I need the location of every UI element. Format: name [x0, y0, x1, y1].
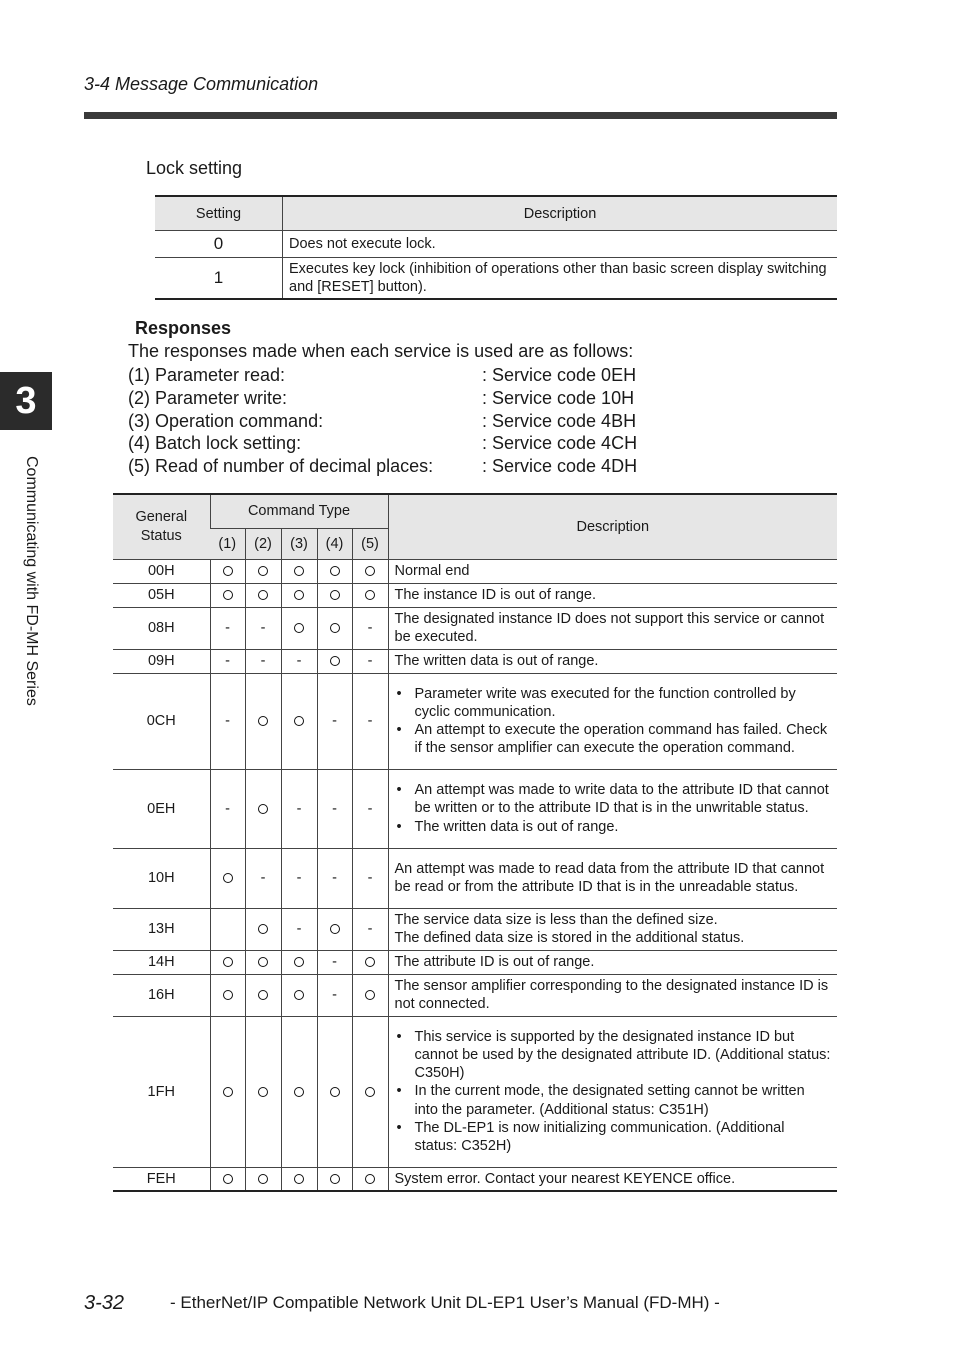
supported-circle-icon	[365, 957, 375, 967]
command-support-cell	[281, 974, 317, 1016]
command-type-4: (4)	[317, 528, 352, 559]
not-applicable-mark: -	[225, 713, 230, 729]
not-applicable-mark: -	[367, 653, 373, 669]
supported-circle-icon	[223, 1087, 233, 1097]
service-name: (2) Parameter write:	[128, 387, 288, 408]
header-rule	[84, 112, 837, 119]
status-description	[388, 974, 837, 1016]
command-support-cell	[245, 908, 281, 950]
command-support-cell	[352, 950, 388, 974]
status-row	[113, 1016, 837, 1167]
description-bullet: • The DL-EP1 is now initializing communication. (Additional status: C352H)	[415, 1119, 832, 1155]
page-number: 3-32	[84, 1292, 125, 1314]
status-code: 13H	[113, 908, 210, 950]
command-support-cell	[281, 559, 317, 583]
status-description	[388, 950, 837, 974]
command-support-cell	[317, 559, 352, 583]
not-applicable-mark: -	[225, 800, 230, 817]
description-line: An attempt was made to read data from the attribute ID that cannot be read or from the attribute ID that is in the unreadable status.	[394, 860, 825, 895]
supported-circle-icon	[330, 566, 340, 576]
supported-circle-icon	[223, 957, 233, 967]
service-code-list	[128, 364, 637, 478]
command-support-cell	[245, 769, 281, 848]
command-support-cell	[245, 559, 281, 583]
command-support-cell	[317, 673, 352, 769]
status-row	[113, 950, 837, 974]
command-support-cell	[281, 607, 317, 649]
column-header-setting: Setting	[155, 196, 283, 231]
command-support-cell	[245, 1167, 281, 1191]
command-support-cell	[317, 1167, 352, 1191]
service-code: : Service code 4BH	[482, 410, 637, 431]
supported-circle-icon	[330, 1174, 340, 1184]
description-bullet: • This service is supported by the designated instance ID but cannot be used by the designated attribute ID. (Additional status: C350H)	[415, 1028, 832, 1083]
description-line: Normal end	[394, 562, 470, 579]
not-applicable-mark: -	[225, 653, 230, 669]
status-code: 16H	[113, 974, 210, 1016]
description-line: System error. Contact your nearest KEYENCE office.	[394, 1170, 736, 1187]
command-support-cell	[352, 673, 388, 769]
command-support-cell	[210, 583, 245, 607]
service-code: : Service code 0EH	[482, 365, 637, 385]
setting-description: Executes key lock (inhibition of operations other than basic screen display switching and [RESET] button).	[283, 258, 838, 299]
description-bullet: • An attempt was made to write data to the attribute ID that cannot be written or to the attribute ID that is in the unwritable status.	[415, 781, 832, 817]
supported-circle-icon	[365, 566, 375, 576]
command-support-cell	[210, 950, 245, 974]
supported-circle-icon	[294, 566, 304, 576]
command-support-cell	[317, 848, 352, 908]
chapter-side-label: Communicating with FD-MH Series	[23, 456, 40, 706]
status-description	[388, 1016, 837, 1167]
supported-circle-icon	[294, 590, 304, 600]
status-row	[113, 974, 837, 1016]
command-support-cell	[317, 908, 352, 950]
description-line: The designated instance ID does not support this service or cannot be executed.	[394, 610, 825, 645]
service-code: : Service code 10H	[482, 387, 635, 408]
status-description	[388, 607, 837, 649]
status-description	[388, 673, 837, 769]
status-description	[388, 559, 837, 583]
status-description	[388, 583, 837, 607]
status-code: 0CH	[113, 673, 210, 769]
command-support-cell	[352, 583, 388, 607]
description-bullet: • In the current mode, the designated setting cannot be written into the parameter. (Additional status: C351H)	[415, 1082, 832, 1118]
supported-circle-icon	[294, 1174, 304, 1184]
lock-setting-table	[155, 195, 837, 300]
status-row	[113, 908, 837, 950]
status-row	[113, 607, 837, 649]
command-support-cell	[245, 950, 281, 974]
general-status-table	[113, 493, 837, 1192]
status-row	[113, 583, 837, 607]
command-support-cell	[352, 1167, 388, 1191]
command-support-cell	[210, 559, 245, 583]
not-applicable-mark: -	[296, 653, 302, 669]
not-applicable-mark: -	[332, 987, 337, 1003]
command-support-cell	[245, 974, 281, 1016]
not-applicable-mark: -	[367, 921, 373, 937]
command-support-cell	[281, 908, 317, 950]
column-header-command-type: Command Type	[210, 494, 388, 528]
supported-circle-icon	[258, 566, 268, 576]
setting-description: Does not execute lock.	[283, 231, 838, 258]
command-support-cell	[210, 649, 245, 673]
supported-circle-icon	[330, 1087, 340, 1097]
supported-circle-icon	[258, 924, 268, 934]
supported-circle-icon	[258, 1087, 268, 1097]
description-line: The sensor amplifier corresponding to the designated instance ID is not connected.	[394, 977, 829, 1012]
command-support-cell	[245, 583, 281, 607]
status-description	[388, 908, 837, 950]
status-description	[388, 649, 837, 673]
supported-circle-icon	[330, 623, 340, 633]
supported-circle-icon	[294, 623, 304, 633]
status-code: 10H	[113, 848, 210, 908]
status-code: 14H	[113, 950, 210, 974]
supported-circle-icon	[365, 590, 375, 600]
status-row	[113, 559, 837, 583]
supported-circle-icon	[223, 590, 233, 600]
supported-circle-icon	[294, 957, 304, 967]
not-applicable-mark: -	[296, 870, 302, 886]
command-support-cell	[210, 673, 245, 769]
header-title: 3-4 Message Communication	[84, 74, 319, 94]
not-applicable-mark: -	[332, 954, 337, 970]
supported-circle-icon	[365, 1174, 375, 1184]
description-line: The service data size is less than the defined size.	[394, 911, 718, 928]
service-item	[128, 387, 637, 410]
not-applicable-mark: -	[225, 620, 230, 636]
command-support-cell	[317, 974, 352, 1016]
command-support-cell	[210, 974, 245, 1016]
command-support-cell	[210, 607, 245, 649]
command-support-cell	[281, 583, 317, 607]
column-header-description: Description	[388, 494, 837, 559]
not-applicable-mark: -	[332, 800, 337, 817]
command-support-cell	[352, 607, 388, 649]
not-applicable-mark: -	[367, 870, 373, 886]
not-applicable-mark: -	[260, 620, 266, 636]
not-applicable-mark: -	[296, 800, 302, 817]
service-item	[128, 432, 637, 455]
description-line: The instance ID is out of range.	[394, 586, 596, 603]
command-support-cell	[245, 649, 281, 673]
command-support-cell	[317, 1016, 352, 1167]
not-applicable-mark: -	[260, 653, 266, 669]
command-support-cell	[210, 908, 245, 950]
command-support-cell	[317, 607, 352, 649]
description-line: The written data is out of range.	[394, 652, 599, 669]
supported-circle-icon	[223, 873, 233, 883]
command-support-cell	[281, 649, 317, 673]
not-applicable-mark: -	[367, 800, 373, 817]
status-code: 08H	[113, 607, 210, 649]
service-item	[128, 364, 637, 387]
supported-circle-icon	[330, 924, 340, 934]
not-applicable-mark: -	[332, 870, 337, 886]
status-code: FEH	[113, 1167, 210, 1191]
service-item	[128, 410, 637, 433]
service-code: : Service code 4CH	[482, 433, 638, 454]
command-support-cell	[281, 673, 317, 769]
command-support-cell	[352, 559, 388, 583]
status-code: 1FH	[113, 1016, 210, 1167]
service-name: (1) Parameter read:	[128, 365, 286, 385]
chapter-tab: 3	[0, 372, 52, 430]
supported-circle-icon	[258, 716, 268, 726]
supported-circle-icon	[330, 590, 340, 600]
service-item	[128, 455, 637, 478]
status-description	[388, 1167, 837, 1191]
setting-value: 1	[155, 258, 283, 299]
status-code: 09H	[113, 649, 210, 673]
command-support-cell	[210, 1016, 245, 1167]
command-support-cell	[317, 583, 352, 607]
status-code: 0EH	[113, 769, 210, 848]
not-applicable-mark: -	[260, 870, 266, 886]
command-support-cell	[210, 848, 245, 908]
command-type-5: (5)	[352, 528, 388, 559]
command-support-cell	[281, 848, 317, 908]
command-support-cell	[210, 769, 245, 848]
responses-heading: Responses	[135, 318, 232, 338]
status-row	[113, 649, 837, 673]
description-bullet: • An attempt to execute the operation command has failed. Check if the sensor amplifier can execute the operation command.	[415, 721, 832, 757]
service-code: : Service code 4DH	[482, 456, 638, 477]
status-code: 00H	[113, 559, 210, 583]
status-row	[113, 673, 837, 769]
column-header-general-status: General Status	[113, 494, 210, 559]
command-support-cell	[352, 848, 388, 908]
not-applicable-mark: -	[332, 713, 337, 729]
command-type-2: (2)	[245, 528, 281, 559]
not-applicable-mark: -	[367, 620, 373, 636]
command-support-cell	[281, 950, 317, 974]
command-support-cell	[317, 649, 352, 673]
setting-value: 0	[155, 231, 283, 258]
column-header-description: Description	[283, 196, 838, 231]
status-description	[388, 769, 837, 848]
status-row	[113, 769, 837, 848]
supported-circle-icon	[258, 1174, 268, 1184]
supported-circle-icon	[294, 1087, 304, 1097]
status-row	[113, 1167, 837, 1191]
status-row	[113, 848, 837, 908]
footer-title: - EtherNet/IP Compatible Network Unit DL-EP1 User’s Manual (FD-MH) -	[170, 1293, 720, 1312]
command-support-cell	[245, 607, 281, 649]
supported-circle-icon	[258, 990, 268, 1000]
command-support-cell	[317, 769, 352, 848]
service-name: (4) Batch lock setting:	[128, 433, 302, 454]
command-support-cell	[352, 1016, 388, 1167]
command-support-cell	[281, 1016, 317, 1167]
supported-circle-icon	[258, 957, 268, 967]
not-applicable-mark: -	[367, 713, 373, 729]
status-code: 05H	[113, 583, 210, 607]
supported-circle-icon	[365, 1087, 375, 1097]
service-name: (3) Operation command:	[128, 410, 324, 431]
command-support-cell	[352, 769, 388, 848]
supported-circle-icon	[258, 590, 268, 600]
supported-circle-icon	[365, 990, 375, 1000]
status-description	[388, 848, 837, 908]
command-support-cell	[352, 974, 388, 1016]
supported-circle-icon	[223, 1174, 233, 1184]
description-line: The defined data size is stored in the additional status.	[394, 930, 745, 946]
description-bullet: • Parameter write was executed for the function controlled by cyclic communication.	[415, 685, 832, 721]
description-line: The attribute ID is out of range.	[394, 953, 595, 970]
command-type-3: (3)	[281, 528, 317, 559]
command-support-cell	[281, 769, 317, 848]
not-applicable-mark: -	[296, 921, 302, 937]
command-support-cell	[317, 950, 352, 974]
responses-intro: The responses made when each service is used are as follows:	[128, 341, 634, 361]
description-bullet: • The written data is out of range.	[415, 818, 832, 836]
command-type-1: (1)	[210, 528, 245, 559]
command-support-cell	[245, 1016, 281, 1167]
service-name: (5) Read of number of decimal places:	[128, 456, 434, 477]
command-support-cell	[281, 1167, 317, 1191]
command-support-cell	[245, 848, 281, 908]
command-support-cell	[352, 649, 388, 673]
command-support-cell	[210, 1167, 245, 1191]
supported-circle-icon	[223, 990, 233, 1000]
supported-circle-icon	[294, 990, 304, 1000]
supported-circle-icon	[330, 656, 340, 666]
supported-circle-icon	[223, 566, 233, 576]
lock-setting-heading: Lock setting	[146, 158, 243, 178]
supported-circle-icon	[258, 804, 268, 814]
supported-circle-icon	[294, 716, 304, 726]
command-support-cell	[352, 908, 388, 950]
command-support-cell	[245, 673, 281, 769]
